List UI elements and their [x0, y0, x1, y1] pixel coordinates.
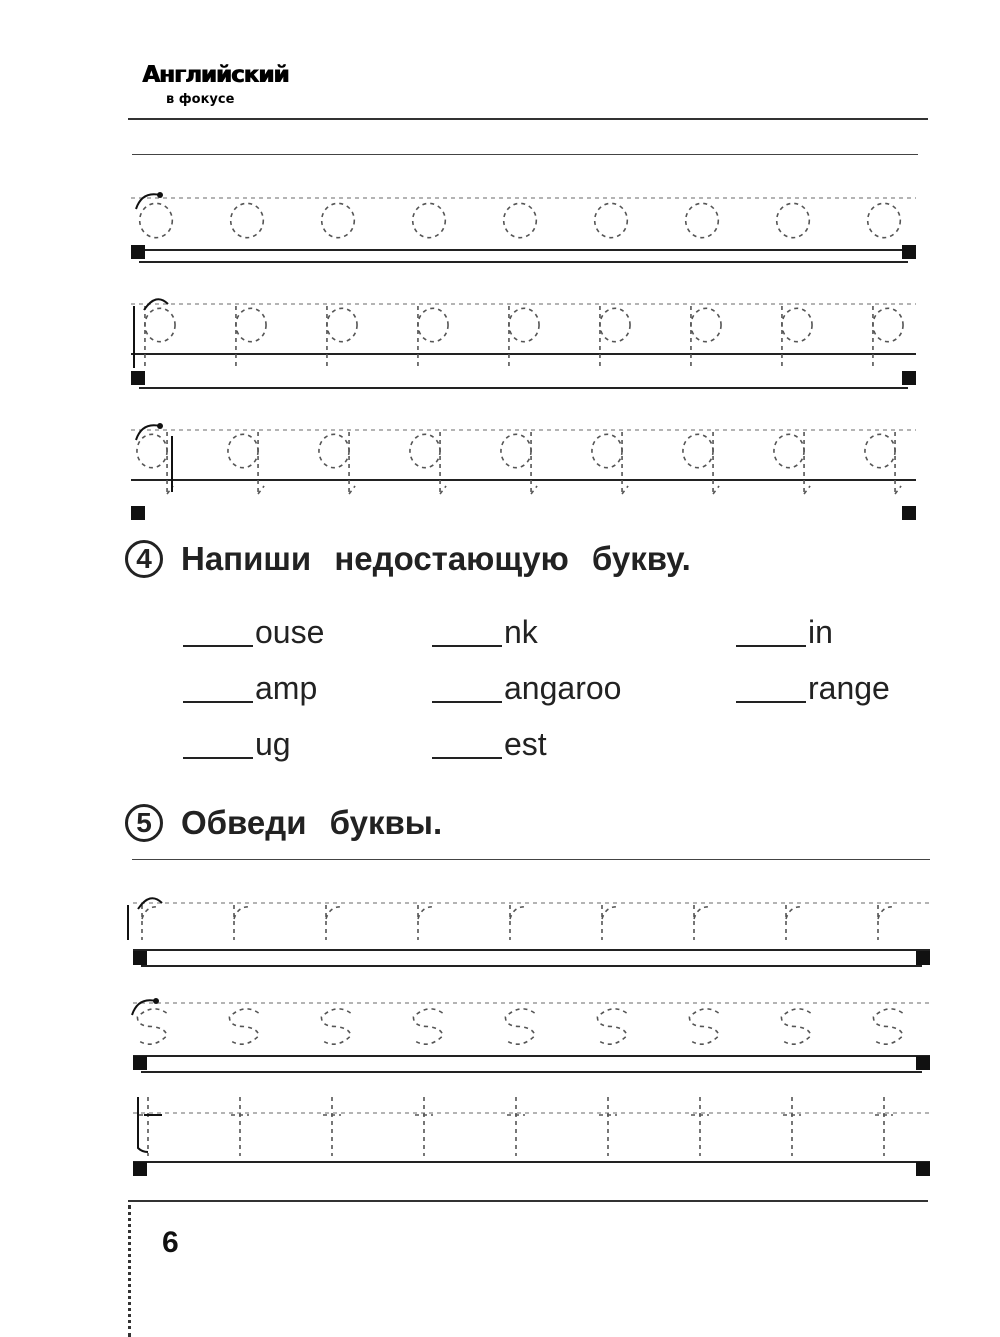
- word-ending: range: [808, 670, 890, 706]
- dashed-letter-s: [321, 1009, 350, 1044]
- word-ending: ug: [255, 726, 291, 762]
- word-ending: amp: [255, 670, 318, 706]
- dashed-letter-r: [234, 907, 252, 919]
- dashed-letter-s: [781, 1009, 810, 1044]
- exercise-number-badge: 5: [125, 804, 163, 842]
- dashed-letter-r: [510, 907, 528, 919]
- dashed-letter-r: [786, 907, 804, 919]
- dashed-letter-r: [694, 907, 712, 919]
- word-ending: angaroo: [504, 670, 622, 706]
- dashed-letter-r: [878, 907, 896, 919]
- logo-title: Английский: [142, 62, 289, 88]
- dashed-letter-r: [418, 907, 436, 919]
- stroke-direction-arrow: [138, 1097, 148, 1152]
- stroke-start-dot: [153, 998, 159, 1004]
- word-ending: nk: [504, 614, 538, 650]
- exercise-number-badge: 4: [125, 540, 163, 578]
- line-end-square: [133, 951, 147, 965]
- dashed-letter-s: [597, 1009, 626, 1044]
- dashed-letter-s: [873, 1009, 902, 1044]
- line-end-square: [133, 1162, 147, 1176]
- line-end-square: [916, 1056, 930, 1070]
- dashed-letter-s: [137, 1009, 166, 1044]
- cut-margin-dots: [128, 1205, 131, 1337]
- line-end-square: [916, 1162, 930, 1176]
- line-end-square: [916, 951, 930, 965]
- dashed-letter-r: [602, 907, 620, 919]
- dashed-letter-s: [689, 1009, 718, 1044]
- dashed-letter-s: [413, 1009, 442, 1044]
- page-number: 6: [162, 1226, 179, 1259]
- dashed-letter-s: [229, 1009, 258, 1044]
- word-ending: ouse: [255, 614, 325, 650]
- dashed-letter-r: [326, 907, 344, 919]
- word-ending: in: [808, 614, 833, 650]
- line-end-square: [133, 1056, 147, 1070]
- footer-rule: [128, 1200, 928, 1202]
- dashed-letter-s: [505, 1009, 534, 1044]
- exercise-5-title: Обведи буквы.: [181, 804, 443, 841]
- dashed-letter-r: [142, 907, 160, 919]
- word-ending: est: [504, 726, 547, 762]
- logo-subtitle: в фокусе: [166, 92, 235, 107]
- exercise-4-title: Напиши недостающую букву.: [181, 540, 691, 577]
